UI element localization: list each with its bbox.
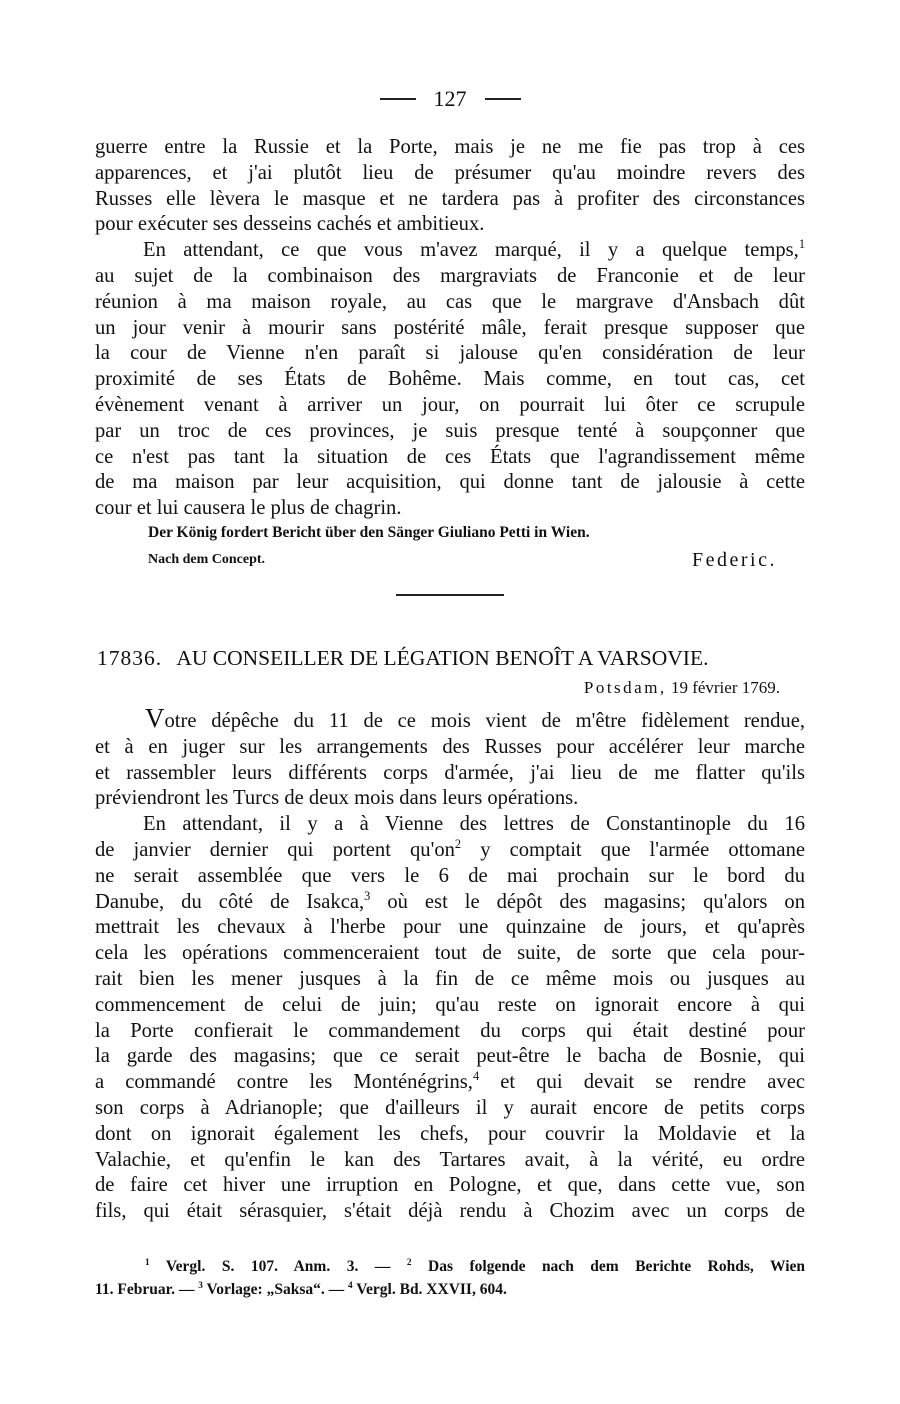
text-line: mettrait les chevaux à l'herbe pour une quinzaine de jours, et qu'après: [95, 916, 805, 939]
text-line: proximité de ses États de Bohême. Mais comme, en tout cas, cet: [95, 368, 805, 391]
text-line: apparences, et j'ai plutôt lieu de présumer qu'au moindre revers des: [95, 161, 805, 184]
text-line: de faire cet hiver une irruption en Pologne, et que, dans cette vue, son: [95, 1174, 805, 1197]
letter-body: [95, 703, 806, 1225]
text-line: dont on ignorait également les chefs, pour couvrir la Moldavie et la: [95, 1122, 805, 1145]
text-line: rait bien les mener jusques à la fin de ce même mois ou jusques au: [95, 967, 805, 990]
signature: Federic.: [692, 549, 777, 571]
text-line: au sujet de la combinaison des margraviats de Franconie et de leur: [95, 264, 805, 287]
text-line: Valachie, et qu'enfin le kan des Tartares avait, à la vérité, eu ordre: [95, 1148, 805, 1171]
text-line: de ma maison par leur acquisition, qui donne tant de jalousie à cette: [95, 471, 805, 494]
text-line: la Porte confierait le commandement du corps qui était destiné pour: [95, 1019, 805, 1042]
letter-dateline: [584, 678, 780, 698]
header-dash-right: [485, 98, 521, 100]
text-line: et rassembler leurs différents corps d'armée, j'ai lieu de me flatter qu'ils: [95, 761, 805, 784]
text-line: réunion à ma maison royale, au cas que le margrave d'Ansbach dût: [95, 290, 805, 313]
footnotes: [95, 1256, 805, 1301]
header-dash-left: [380, 98, 416, 100]
text-line: commencement de celui de juin; qu'au reste on ignorait encore à qui: [95, 993, 805, 1016]
text-line: son corps à Adrianople; que d'ailleurs il y aurait encore de petits corps: [95, 1096, 805, 1119]
text-line: cela les opérations commenceraient tout de suite, de sorte que cela pour-: [95, 942, 805, 965]
letter-date: 19 février 1769.: [670, 678, 780, 697]
text-line: et à en juger sur les arrangements des Russes pour accélérer leur marche: [95, 735, 805, 758]
footnote-line: $^1$ Vergl. S. 107. Anm. 3. — $^2$ Das folgende nach dem Berichte Rohds, Wien: [145, 1257, 806, 1275]
text-line: Russes elle lèvera le masque et ne tardera pas à profiter des circonstances: [95, 187, 805, 210]
footnote-mark: 4: [348, 1280, 353, 1291]
text-line: En attendant, il y a à Vienne des lettres de Constantinople du 16: [143, 813, 805, 836]
footnote-mark: 4: [472, 1069, 480, 1084]
text-line: Votre dépêche du 11 de ce mois vient de m'être fidèlement rendue,: [145, 703, 805, 733]
footnote-mark: 3: [198, 1280, 203, 1291]
footnote-mark: 2: [406, 1257, 412, 1268]
footnote-mark: 1: [145, 1257, 150, 1268]
footnote-mark: 3: [364, 888, 371, 903]
section-divider: [396, 594, 504, 596]
text-line: cour et lui causera le plus de chagrin.: [95, 497, 402, 520]
letter-heading: [97, 646, 807, 671]
drop-cap: V: [145, 703, 165, 733]
text-line: ne serait assemblée que vers le 6 de mai prochain sur le bord du: [95, 864, 805, 887]
text-line: fils, qui était sérasquier, s'était déjà rendu à Chozim avec un corps de: [95, 1200, 805, 1223]
letter-title: AU CONSEILLER DE LÉGATION BENOÎT A VARSOVIE.: [176, 646, 709, 670]
text-line: guerre entre la Russie et la Porte, mais je ne me fie pas trop à ces: [95, 136, 805, 158]
text-line: Danube, du côté de Isakca,$^3$ où est le dépôt des magasins; qu'alors on: [95, 888, 806, 913]
text-line: ce n'est pas tant la situation de ces États que l'agrandissement même: [95, 445, 805, 468]
continued-letter-text: [95, 135, 805, 522]
page-number: 127: [433, 86, 467, 111]
letter-number: 17836.: [97, 646, 163, 670]
text-line: évènement venant à arriver un jour, on pourrait lui ôter ce scrupule: [95, 393, 805, 416]
text-line: En attendant, ce que vous m'avez marqué, il y a quelque temps,$^1$: [143, 237, 805, 262]
editorial-note: Der König fordert Bericht über den Sänger Giuliano Petti in Wien.: [148, 524, 590, 541]
text-line: un jour venir à mourir sans postérité mâle, ferait presque supposer que: [95, 316, 805, 339]
letter-place: Potsdam,: [583, 678, 667, 697]
footnote-mark: 2: [454, 837, 462, 852]
text-line: par un troc de ces provinces, je suis presque tenté à soupçonner que: [95, 419, 805, 442]
text-line: la garde des magasins; que ce serait peut-être le bacha de Bosnie, qui: [95, 1045, 805, 1068]
footnote-line: 11. Februar. — $^3$ Vorlage: „Saksa“. — $^4$ Vergl. Bd. XXVII, 604.: [95, 1280, 507, 1298]
text-line: pour exécuter ses desseins cachés et ambitieux.: [95, 213, 485, 236]
text-line: préviendront les Turcs de deux mois dans leurs opérations.: [95, 787, 579, 810]
source-note: Nach dem Concept.: [148, 552, 266, 567]
text-line: a commandé contre les Monténégrins,$^4$ et qui devait se rendre avec: [95, 1069, 805, 1094]
page-header: [0, 86, 900, 112]
footnote-mark: 1: [798, 237, 805, 252]
text-line: de janvier dernier qui portent $qu'on^2$ y comptait que l'armée ottomane: [95, 837, 806, 861]
text-line: la cour de Vienne n'en paraît si jalouse qu'en considération de leur: [95, 342, 805, 365]
